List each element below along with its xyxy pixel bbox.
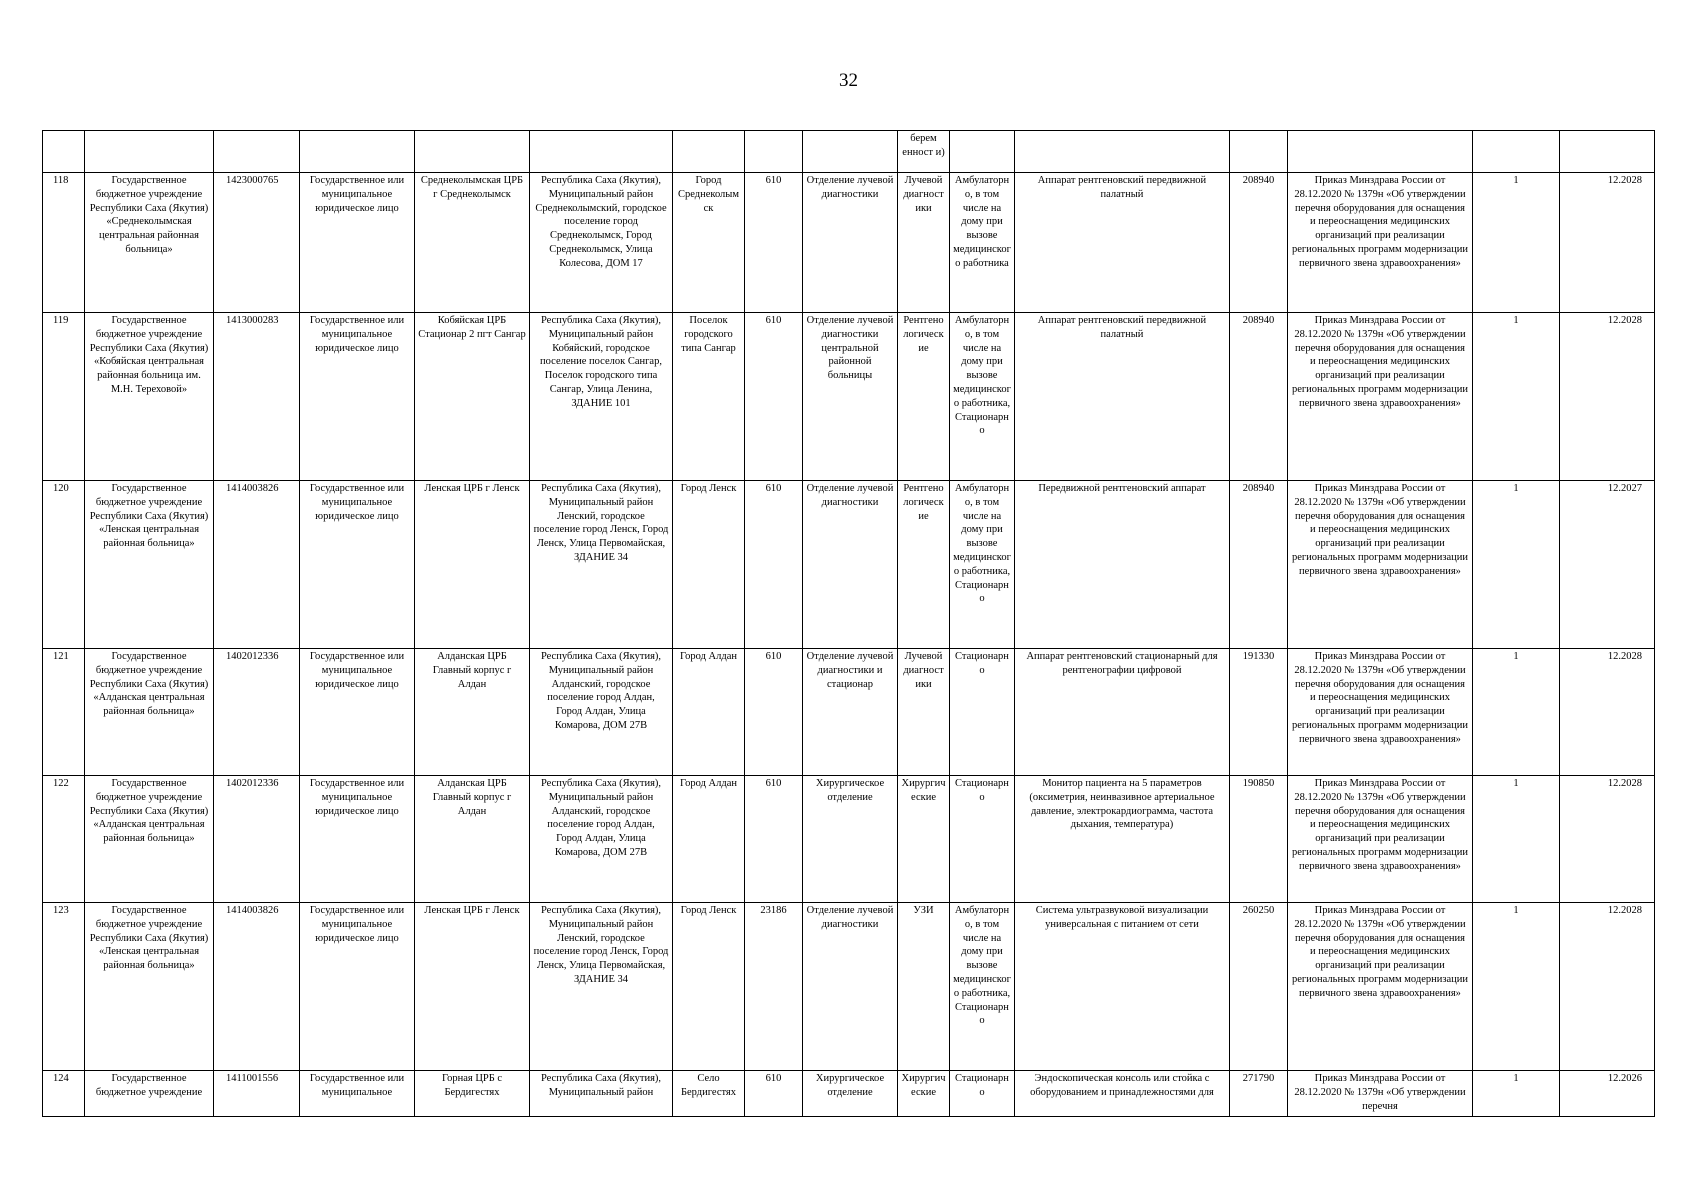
cell (1288, 131, 1473, 173)
cell-equipment: Аппарат рентгеновский передвижной палатный (1015, 173, 1230, 313)
cell-equipment-code: 191330 (1230, 649, 1288, 776)
cell-quantity: 1 (1473, 776, 1560, 903)
table-row (43, 313, 1655, 481)
cell-quantity: 1 (1473, 649, 1560, 776)
cell-quantity: 1 (1473, 1071, 1560, 1117)
cell-date: 12.2028 (1560, 313, 1655, 481)
cell-inn: 1423000765 (214, 173, 300, 313)
cell-profile: Хирургические (898, 1071, 950, 1117)
cell-date: 12.2028 (1560, 776, 1655, 903)
table-row (43, 173, 1655, 313)
cell-date: 12.2028 (1560, 173, 1655, 313)
cell-code: 610 (745, 173, 803, 313)
cell-basis: Приказ Минздрава России от 28.12.2020 № 1379н «Об утверждении перечня оборудования для оснащения и переоснащения медицинских организаций при реализации региональных программ модернизации первичного звена здравоохранения» (1288, 313, 1473, 481)
cell-profile: Хирургические (898, 776, 950, 903)
cell-row-number: 122 (43, 776, 85, 903)
cell-equipment: Монитор пациента на 5 параметров (оксиметрия, неинвазивное артериальное давление, электрокардиограмма, частота дыхания, температура) (1015, 776, 1230, 903)
cell-conditions: Амбулаторно, в том числе на дому при вызове медицинского работника, Стационарно (950, 313, 1015, 481)
cell-conditions: Стационарно (950, 1071, 1015, 1117)
cell-equipment-code: 260250 (1230, 903, 1288, 1071)
table-row (43, 903, 1655, 1071)
cell-settlement: Город Алдан (673, 649, 745, 776)
cell-basis: Приказ Минздрава России от 28.12.2020 № 1379н «Об утверждении перечня оборудования для оснащения и переоснащения медицинских организаций при реализации региональных программ модернизации первичного звена здравоохранения» (1288, 481, 1473, 649)
cell-code: 610 (745, 776, 803, 903)
cell-unit: Алданская ЦРБ Главный корпус г Алдан (415, 776, 530, 903)
cell-unit: Горная ЦРБ с Бердигестях (415, 1071, 530, 1117)
cell-date: 12.2028 (1560, 649, 1655, 776)
cell (415, 131, 530, 173)
table-row (43, 649, 1655, 776)
cell-settlement: Город Среднеколымск (673, 173, 745, 313)
cell-equipment: Эндоскопическая консоль или стойка с оборудованием и принадлежностями для (1015, 1071, 1230, 1117)
cell-address: Республика Саха (Якутия), Муниципальный район Кобяйский, городское поселение поселок Сангар, Поселок городского типа Сангар, Улица Ленина, ЗДАНИЕ 101 (530, 313, 673, 481)
cell (950, 131, 1015, 173)
cell (300, 131, 415, 173)
cell-basis: Приказ Минздрава России от 28.12.2020 № 1379н «Об утверждении перечня оборудования для оснащения и переоснащения медицинских организаций при реализации региональных программ модернизации первичного звена здравоохранения» (1288, 776, 1473, 903)
cell-organization: Государственное бюджетное учреждение (85, 1071, 214, 1117)
cell-basis: Приказ Минздрава России от 28.12.2020 № 1379н «Об утверждении перечня (1288, 1071, 1473, 1117)
cell-equipment-code: 208940 (1230, 313, 1288, 481)
page-number: 32 (839, 70, 858, 91)
cell-code: 23186 (745, 903, 803, 1071)
cell-code: 610 (745, 481, 803, 649)
cell-organization: Государственное бюджетное учреждение Республики Саха (Якутия) «Алданская центральная районная больница» (85, 776, 214, 903)
cell-row-number: 124 (43, 1071, 85, 1117)
cell-code: 610 (745, 313, 803, 481)
cell-row-number: 118 (43, 173, 85, 313)
cell-unit: Среднеколымская ЦРБ г Среднеколымск (415, 173, 530, 313)
cell-inn: 1414003826 (214, 903, 300, 1071)
cell-inn: 1413000283 (214, 313, 300, 481)
cell-org-type: Государственное или муниципальное юридическое лицо (300, 649, 415, 776)
cell-conditions: Стационарно (950, 649, 1015, 776)
table-row (43, 481, 1655, 649)
table-row-continuation (43, 131, 1655, 173)
cell-address: Республика Саха (Якутия), Муниципальный район Ленский, городское поселение город Ленск, Город Ленск, Улица Первомайская, ЗДАНИЕ 34 (530, 481, 673, 649)
cell (85, 131, 214, 173)
cell (530, 131, 673, 173)
cell-unit: Алданская ЦРБ Главный корпус г Алдан (415, 649, 530, 776)
cell-profile: УЗИ (898, 903, 950, 1071)
cell-inn: 1402012336 (214, 776, 300, 903)
cell-department: Отделение лучевой диагностики центральной районной больницы (803, 313, 898, 481)
cell-basis: Приказ Минздрава России от 28.12.2020 № 1379н «Об утверждении перечня оборудования для оснащения и переоснащения медицинских организаций при реализации региональных программ модернизации первичного звена здравоохранения» (1288, 173, 1473, 313)
cell-unit: Кобяйская ЦРБ Стационар 2 пгт Сангар (415, 313, 530, 481)
cell-unit: Ленская ЦРБ г Ленск (415, 903, 530, 1071)
cell-conditions: Амбулаторно, в том числе на дому при вызове медицинского работника (950, 173, 1015, 313)
table-row (43, 776, 1655, 903)
cell (745, 131, 803, 173)
cell-conditions: Амбулаторно, в том числе на дому при вызове медицинского работника, Стационарно (950, 481, 1015, 649)
cell-profile-continuation: берем енност и) (898, 131, 950, 173)
cell-settlement: Город Алдан (673, 776, 745, 903)
cell (673, 131, 745, 173)
cell-profile: Рентгенологические (898, 481, 950, 649)
cell-department: Отделение лучевой диагностики (803, 481, 898, 649)
cell-address: Республика Саха (Якутия), Муниципальный район Алданский, городское поселение город Алдан, Город Алдан, Улица Комарова, ДОМ 27В (530, 649, 673, 776)
cell-department: Хирургическое отделение (803, 776, 898, 903)
cell (214, 131, 300, 173)
cell-organization: Государственное бюджетное учреждение Республики Саха (Якутия) «Среднеколымская центральная районная больница» (85, 173, 214, 313)
cell-org-type: Государственное или муниципальное юридическое лицо (300, 173, 415, 313)
cell-row-number: 120 (43, 481, 85, 649)
cell-code: 610 (745, 1071, 803, 1117)
cell-profile: Лучевой диагностики (898, 649, 950, 776)
cell-settlement: Село Бердигестях (673, 1071, 745, 1117)
cell-org-type: Государственное или муниципальное юридическое лицо (300, 903, 415, 1071)
cell-date: 12.2028 (1560, 903, 1655, 1071)
cell-organization: Государственное бюджетное учреждение Республики Саха (Якутия) «Ленская центральная районная больница» (85, 903, 214, 1071)
cell-department: Отделение лучевой диагностики (803, 173, 898, 313)
cell (803, 131, 898, 173)
cell-inn: 1402012336 (214, 649, 300, 776)
cell-org-type: Государственное или муниципальное (300, 1071, 415, 1117)
cell (1015, 131, 1230, 173)
cell-inn: 1411001556 (214, 1071, 300, 1117)
cell-unit: Ленская ЦРБ г Ленск (415, 481, 530, 649)
cell-equipment: Аппарат рентгеновский стационарный для рентгенографии цифровой (1015, 649, 1230, 776)
cell-row-number: 123 (43, 903, 85, 1071)
cell-row-number: 121 (43, 649, 85, 776)
cell-settlement: Город Ленск (673, 903, 745, 1071)
cell-equipment: Система ультразвуковой визуализации универсальная с питанием от сети (1015, 903, 1230, 1071)
cell-quantity: 1 (1473, 481, 1560, 649)
cell-basis: Приказ Минздрава России от 28.12.2020 № 1379н «Об утверждении перечня оборудования для оснащения и переоснащения медицинских организаций при реализации региональных программ модернизации первичного звена здравоохранения» (1288, 649, 1473, 776)
cell-department: Отделение лучевой диагностики (803, 903, 898, 1071)
cell-equipment: Аппарат рентгеновский передвижной палатный (1015, 313, 1230, 481)
cell-organization: Государственное бюджетное учреждение Республики Саха (Якутия) «Кобяйская центральная районная больница им. М.Н. Тереховой» (85, 313, 214, 481)
table-body (43, 131, 1655, 1117)
cell-conditions: Стационарно (950, 776, 1015, 903)
cell-settlement: Город Ленск (673, 481, 745, 649)
cell-date: 12.2027 (1560, 481, 1655, 649)
cell-equipment-code: 271790 (1230, 1071, 1288, 1117)
cell-address: Республика Саха (Якутия), Муниципальный район Алданский, городское поселение город Алдан, Город Алдан, Улица Комарова, ДОМ 27В (530, 776, 673, 903)
cell-profile: Рентгенологические (898, 313, 950, 481)
cell-org-type: Государственное или муниципальное юридическое лицо (300, 313, 415, 481)
cell-address: Республика Саха (Якутия), Муниципальный район (530, 1071, 673, 1117)
cell-row-number: 119 (43, 313, 85, 481)
cell (1560, 131, 1655, 173)
cell-profile: Лучевой диагностики (898, 173, 950, 313)
cell-department: Отделение лучевой диагностики и стационар (803, 649, 898, 776)
cell-organization: Государственное бюджетное учреждение Республики Саха (Якутия) «Ленская центральная районная больница» (85, 481, 214, 649)
table-row (43, 1071, 1655, 1117)
register-table (42, 130, 1655, 1117)
cell (1473, 131, 1560, 173)
cell-equipment-code: 208940 (1230, 173, 1288, 313)
cell-basis: Приказ Минздрава России от 28.12.2020 № 1379н «Об утверждении перечня оборудования для оснащения и переоснащения медицинских организаций при реализации региональных программ модернизации первичного звена здравоохранения» (1288, 903, 1473, 1071)
cell-org-type: Государственное или муниципальное юридическое лицо (300, 776, 415, 903)
cell-inn: 1414003826 (214, 481, 300, 649)
cell-address: Республика Саха (Якутия), Муниципальный район Среднеколымский, городское поселение город Среднеколымск, Город Среднеколымск, Улица Колесова, ДОМ 17 (530, 173, 673, 313)
cell-org-type: Государственное или муниципальное юридическое лицо (300, 481, 415, 649)
cell-quantity: 1 (1473, 173, 1560, 313)
cell (1230, 131, 1288, 173)
cell-settlement: Поселок городского типа Сангар (673, 313, 745, 481)
cell-date: 12.2026 (1560, 1071, 1655, 1117)
cell-department: Хирургическое отделение (803, 1071, 898, 1117)
cell-address: Республика Саха (Якутия), Муниципальный район Ленский, городское поселение город Ленск, Город Ленск, Улица Первомайская, ЗДАНИЕ 34 (530, 903, 673, 1071)
cell-equipment: Передвижной рентгеновский аппарат (1015, 481, 1230, 649)
cell-equipment-code: 208940 (1230, 481, 1288, 649)
cell-code: 610 (745, 649, 803, 776)
cell (43, 131, 85, 173)
cell-conditions: Амбулаторно, в том числе на дому при вызове медицинского работника, Стационарно (950, 903, 1015, 1071)
cell-quantity: 1 (1473, 903, 1560, 1071)
cell-quantity: 1 (1473, 313, 1560, 481)
cell-organization: Государственное бюджетное учреждение Республики Саха (Якутия) «Алданская центральная районная больница» (85, 649, 214, 776)
cell-equipment-code: 190850 (1230, 776, 1288, 903)
